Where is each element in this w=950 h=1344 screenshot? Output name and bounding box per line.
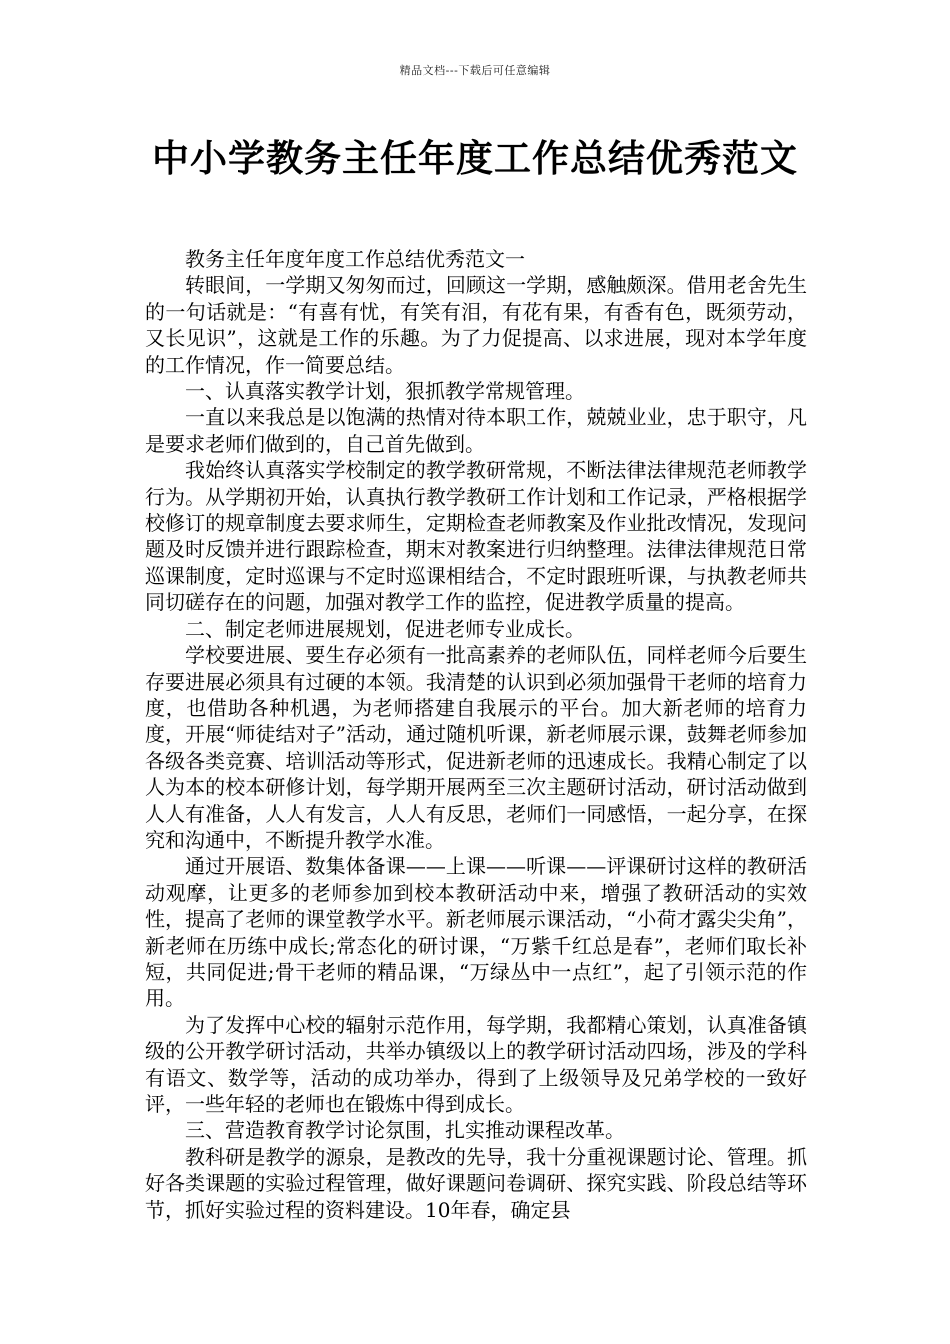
paragraph: 一直以来我总是以饱满的热情对待本职工作，兢兢业业，忠于职守，凡是要求老师们做到的，自己首先做到。 bbox=[145, 405, 807, 456]
section-heading: 三、营造教育教学讨论氛围，扎实推动课程改革。 bbox=[185, 1118, 625, 1143]
paragraph: 学校要进展、要生存必须有一批高素养的老师队伍，同样老师今后要生存要进展必须具有过硬的本领。我清楚的认识到必须加强骨干老师的培育力度，也借助各种机遇，为老师搭建自我展示的平台。加大新老师的培育力度，开展“师徒结对子”活动，通过随机听课，新老师展示课，鼓舞老师参加各级各类竞赛、培训活动等形式，促进新老师的迅速成长。我精心制定了以人为本的校本研修计划，每学期开展两至三次主题研讨活动，研讨活动做到人人有准备，人人有发言，人人有反思，老师们一同感悟，一起分享，在探究和沟通中，不断提升教学水准。 bbox=[145, 643, 807, 852]
section-heading: 二、制定老师进展规划，促进老师专业成长。 bbox=[185, 616, 585, 641]
paragraph: 为了发挥中心校的辐射示范作用，每学期，我都精心策划，认真准备镇级的公开教学研讨活动，共举办镇级以上的教学研讨活动四场，涉及的学科有语文、数学等，活动的成功举办，得到了上级领导及兄弟学校的一致好评，一些年轻的老师也在锻炼中得到成长。 bbox=[145, 1012, 807, 1116]
header-note: 精品文档---下载后可任意编辑 bbox=[399, 64, 551, 77]
paragraph: 通过开展语、数集体备课——上课——听课——评课研讨这样的教研活动观摩，让更多的老师参加到校本教研活动中来，增强了教研活动的实效性，提高了老师的课堂教学水平。新老师展示课活动，“小荷才露尖尖角”，新老师在历练中成长;常态化的研讨课，“万紫千红总是春”，老师们取长补短，共同促进;骨干老师的精品课，“万绿丛中一点红”，起了引领示范的作用。 bbox=[145, 854, 807, 1011]
section-subtitle: 教务主任年度年度工作总结优秀范文一 bbox=[185, 247, 525, 271]
paragraph: 转眼间，一学期又匆匆而过，回顾这一学期，感触颇深。借用老舍先生的一句话就是：“有喜有忧，有笑有泪，有花有果，有香有色，既须劳动，又长见识”，这就是工作的乐趣。为了力促提高、以求进展，现对本学年度的工作情况，作一简要总结。 bbox=[145, 273, 807, 377]
section-heading: 一、认真落实教学计划，狠抓教学常规管理。 bbox=[185, 379, 585, 404]
paragraph: 我始终认真落实学校制定的教学教研常规，不断法律法律规范老师教学行为。从学期初开始，认真执行教学教研工作计划和工作记录，严格根据学校修订的规章制度去要求师生，定期检查老师教案及作业批改情况，发现问题及时反馈并进行跟踪检查，期末对教案进行归纳整理。法律法律规范日常巡课制度，定时巡课与不定时巡课相结合，不定时跟班听课，与执教老师共同切磋存在的问题，加强对教学工作的监控，促进教学质量的提高。 bbox=[145, 458, 807, 615]
document-title: 中小学教务主任年度工作总结优秀范文 bbox=[152, 137, 798, 180]
document-body bbox=[145, 246, 807, 1223]
paragraph: 教科研是教学的源泉，是教改的先导，我十分重视课题讨论、管理。抓好各类课题的实验过程管理，做好课题问卷调研、探究实践、阶段总结等环节，抓好实验过程的资料建设。10年春，确定县 bbox=[145, 1144, 807, 1222]
